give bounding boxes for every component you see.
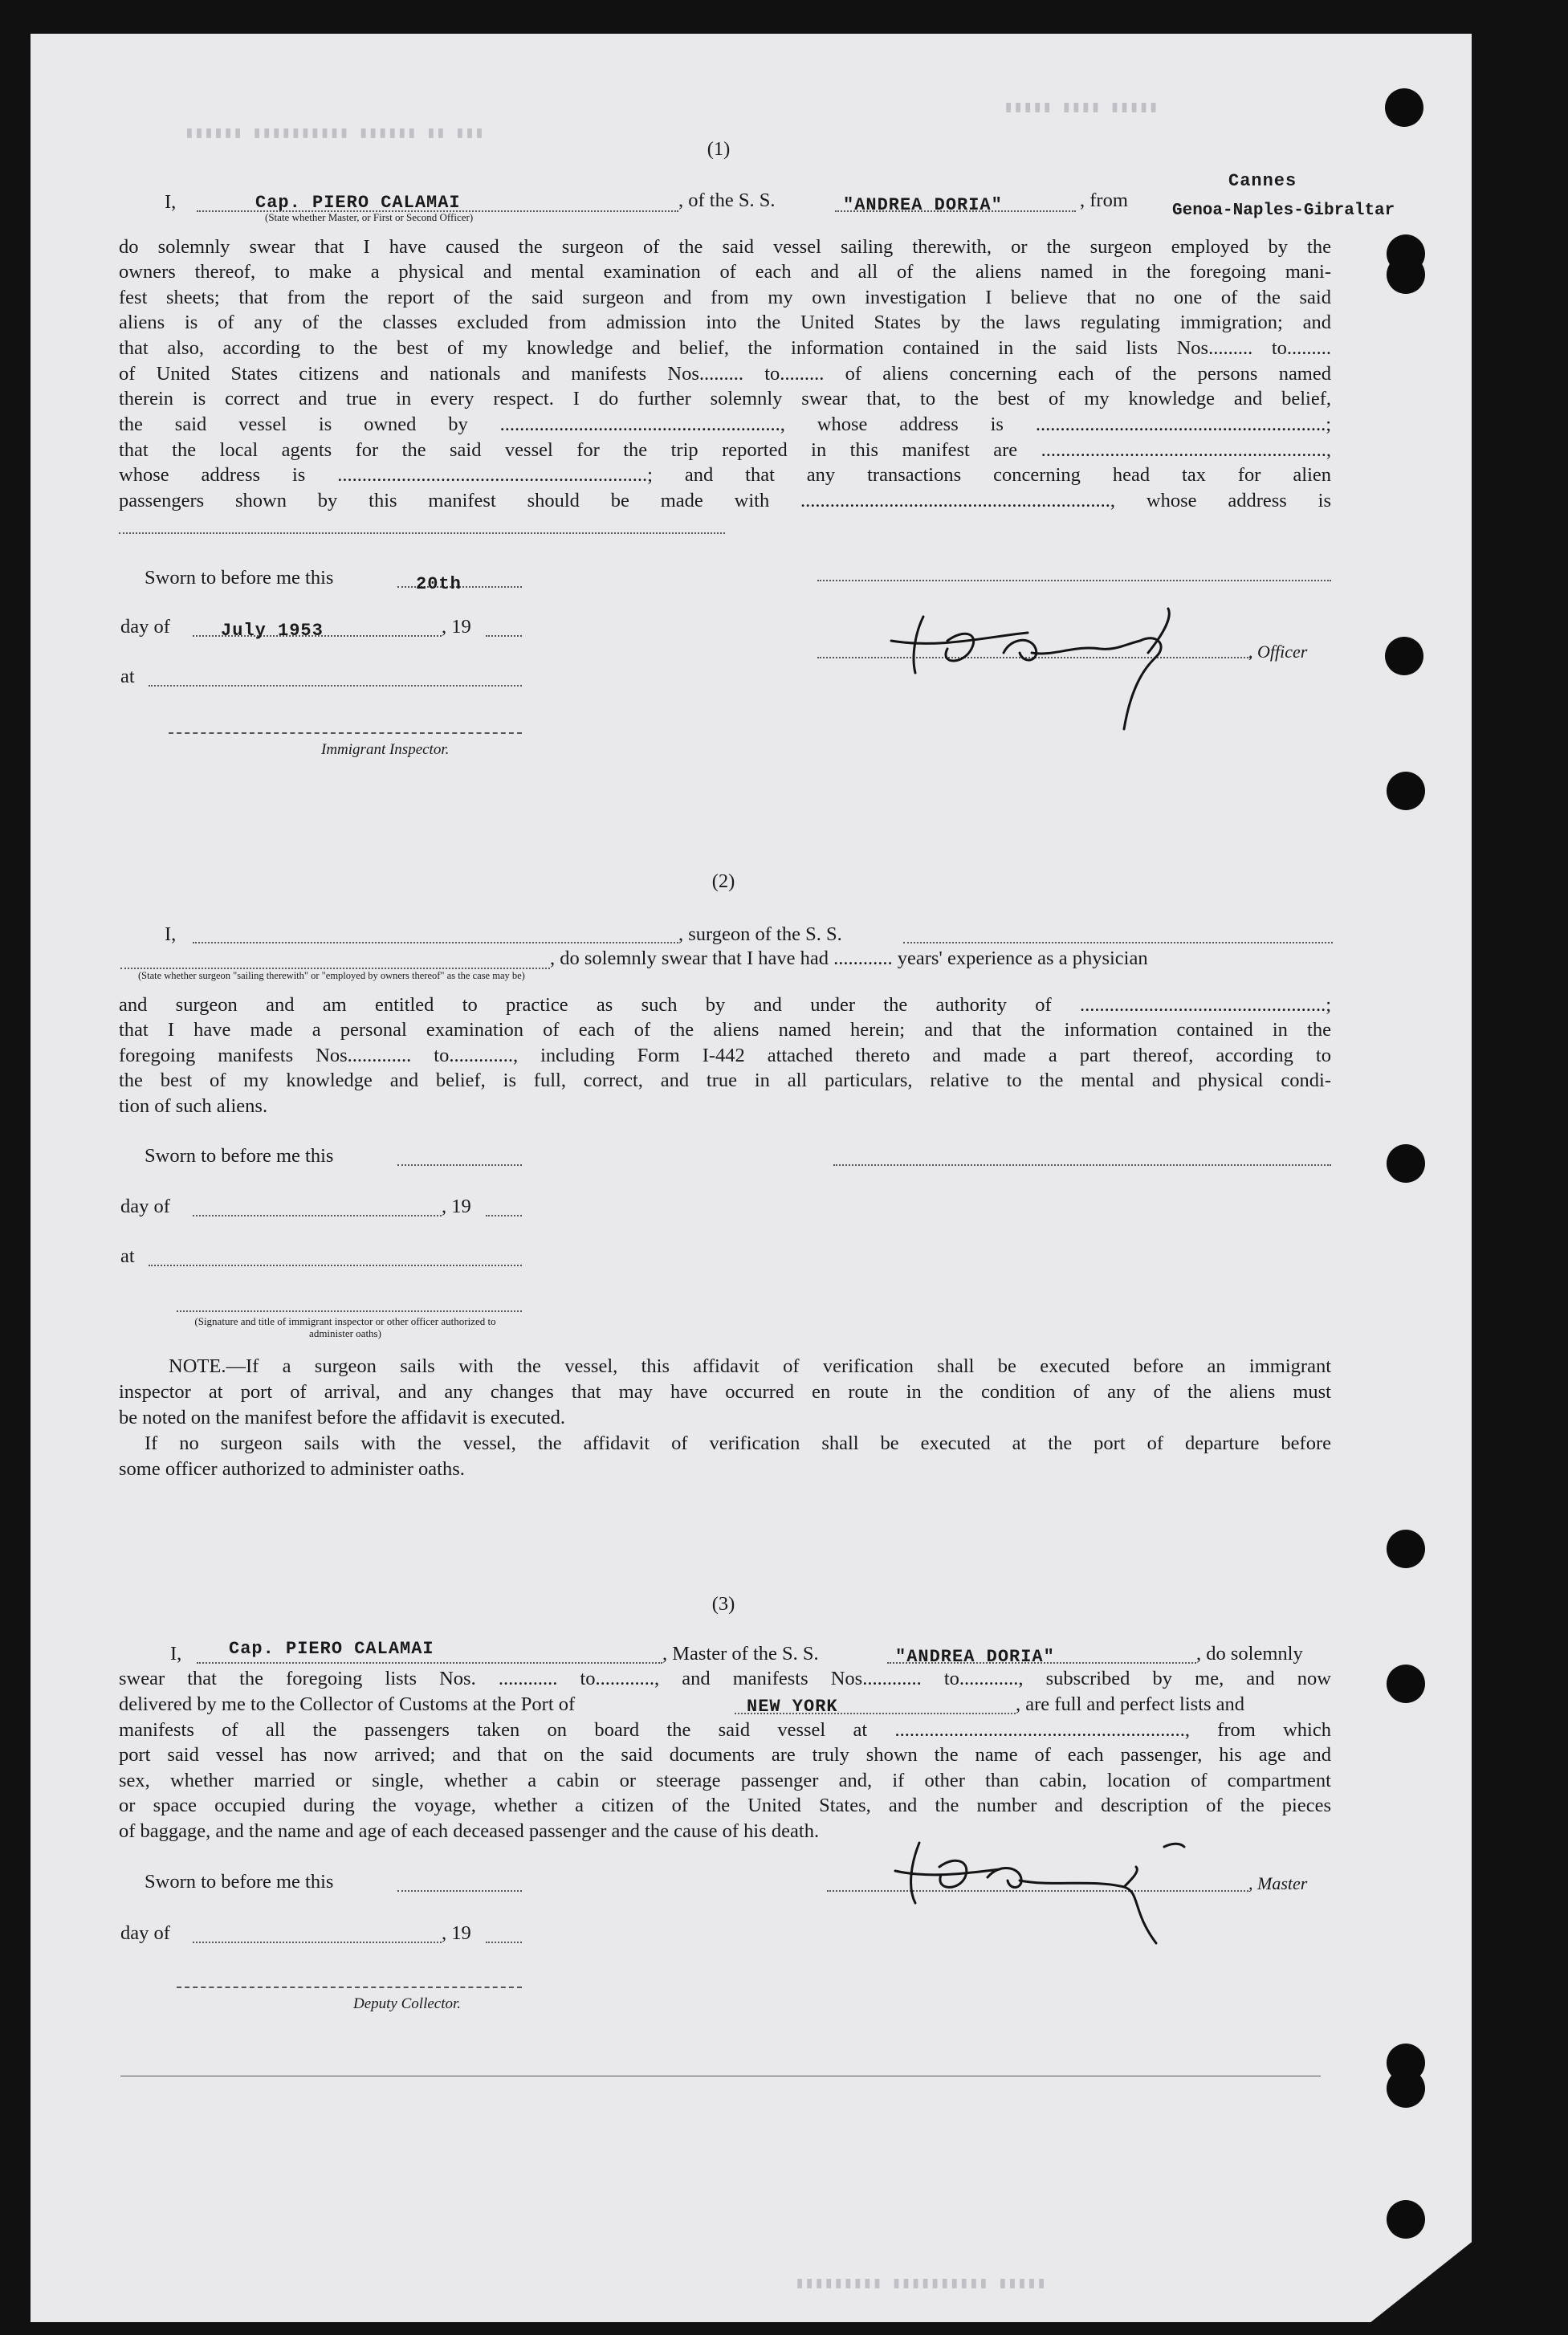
surgeon-status-note: (State whether surgeon "sailing therewith" or "employed by owners thereof" as the case may be) <box>138 970 525 981</box>
body-line: sex, whether married or single, whether a cabin or steerage passenger and, if other than cabin, location of compartment <box>119 1770 1331 1791</box>
binder-hole <box>1387 1665 1425 1703</box>
sworn-day-line <box>397 1890 522 1892</box>
year-line <box>486 635 522 637</box>
body-line: fest sheets; that from the report of the said surgeon and from my own investigation I believe that no one of the said <box>119 287 1331 308</box>
body-line: swear that the foregoing lists Nos. ............ to............, and manifests Nos............ to............, subscribed by me, and now <box>119 1668 1331 1689</box>
note-line: inspector at port of arrival, and any changes that may have occurred en route in the condition of any of the aliens must <box>119 1381 1331 1403</box>
from-label: , from <box>1080 189 1128 211</box>
blank-line <box>119 532 725 534</box>
body-line: of baggage, and the name and age of each deceased passenger and the cause of his death. <box>119 1820 820 1842</box>
oath-pronoun: I, <box>165 923 177 945</box>
day-of-label: day of <box>120 616 170 638</box>
master-name-line <box>197 1662 662 1664</box>
body-line: tion of such aliens. <box>119 1095 268 1117</box>
note-line: some officer authorized to administer oaths. <box>119 1458 465 1480</box>
month-line <box>193 1215 442 1216</box>
year-line <box>486 1215 522 1216</box>
body-line: foregoing manifests Nos............. to............., including Form I-442 attached thereto and made a part thereof, according to <box>119 1045 1331 1066</box>
inspector-signature-line-2 <box>833 1164 1331 1166</box>
officer-rank-note: (State whether Master, or First or Second Officer) <box>265 211 474 223</box>
year-prefix: , 19 <box>442 1196 471 1217</box>
body-line: the said vessel is owned by ........................................................., whose address is ...........................................................; <box>119 414 1331 435</box>
master-name: Cap. PIERO CALAMAI <box>229 1639 434 1659</box>
note-line: NOTE.—If a surgeon sails with the vessel, this affidavit of verification shall be executed before an immigrant <box>169 1355 1331 1377</box>
officer-caption: , Officer <box>1248 642 1308 662</box>
at-label: at <box>120 1245 135 1267</box>
ship-name: "ANDREA DORIA" <box>895 1647 1055 1667</box>
officer-top-line <box>817 580 1331 581</box>
surgeon-name-line <box>193 942 678 943</box>
ship-name: "ANDREA DORIA" <box>843 195 1003 215</box>
binder-hole <box>1387 772 1425 810</box>
collector-port-label: delivered by me to the Collector of Customs at the Port of <box>119 1693 576 1715</box>
binder-hole <box>1387 1530 1425 1568</box>
body-line: aliens is of any of the classes excluded from admission into the United States by the laws regulating immigration; and <box>119 312 1331 333</box>
year-prefix: , 19 <box>442 616 471 638</box>
section-number-3: (3) <box>711 1593 735 1615</box>
year-prefix: , 19 <box>442 1922 471 1944</box>
year-line <box>486 1942 522 1943</box>
master-caption: , Master <box>1248 1873 1308 1893</box>
officer-signature <box>891 601 1252 745</box>
day-of-label: day of <box>120 1196 170 1217</box>
surgeon-status-line <box>120 968 550 969</box>
signature-title-line <box>177 1310 522 1312</box>
inspector-caption: Immigrant Inspector. <box>321 741 450 758</box>
perfect-lists-label: , are full and perfect lists and <box>1016 1693 1245 1715</box>
binder-hole <box>1387 1144 1425 1183</box>
month-year: July 1953 <box>221 621 324 641</box>
note-line: be noted on the manifest before the affidavit is executed. <box>119 1407 566 1428</box>
binder-hole <box>1385 637 1423 675</box>
departure-ports: Genoa-Naples-Gibraltar <box>1172 202 1395 220</box>
binder-hole <box>1387 255 1425 294</box>
master-signature <box>891 1823 1196 1951</box>
month-line <box>193 1942 442 1943</box>
body-line: do solemnly swear that I have caused the surgeon of the said vessel sailing therewith, or the surgeon employed by the <box>119 236 1331 258</box>
bleed-through-mark: ▮▮▮▮▮▮▮▮▮ ▮▮▮▮▮▮▮▮▮▮ ▮▮▮▮▮ <box>795 2275 1046 2293</box>
oath-pronoun: I, <box>165 191 177 213</box>
at-label: at <box>120 666 135 687</box>
body-line: owners thereof, to make a physical and mental examination of each and all of the aliens named in the foregoing mani- <box>119 261 1331 283</box>
collector-signature-line <box>177 1987 522 1988</box>
bleed-through-mark: ▮▮▮ ▮▮ ▮▮▮▮▮▮ ▮▮▮▮▮▮▮▮▮▮ ▮▮▮▮▮▮ <box>185 124 485 143</box>
years-experience-line: , do solemnly swear that I have had ............ years' experience as a physician <box>550 947 1148 969</box>
body-line: whose address is ...............................................................; and that any transactions concerning head tax for alien <box>119 464 1331 486</box>
sworn-label: Sworn to before me this <box>145 1145 334 1167</box>
surgeon-of-label: , surgeon of the S. S. <box>678 923 842 945</box>
solemnly-label: , do solemnly <box>1196 1643 1303 1665</box>
sworn-label: Sworn to before me this <box>145 1871 334 1893</box>
arrival-port: NEW YORK <box>747 1697 838 1717</box>
signature-title-note: (Signature and title of immigrant inspector or other officer authorized to administer oaths) <box>194 1315 496 1339</box>
departure-port-upper: Cannes <box>1228 171 1297 191</box>
body-line: of United States citizens and nationals and manifests Nos......... to......... of aliens concerning each of the persons named <box>119 363 1331 385</box>
sworn-label: Sworn to before me this <box>145 567 334 589</box>
inspector-signature-line <box>169 732 522 734</box>
body-line: therein is correct and true in every respect. I do further solemnly swear that, to the best of my knowledge and belief, <box>119 388 1331 410</box>
body-line: or space occupied during the voyage, whether a citizen of the United States, and the number and description of the pieces <box>119 1795 1331 1816</box>
body-line: that I have made a personal examination of each of the aliens named herein; and that the information contained in the <box>119 1019 1331 1041</box>
of-ship-label: , of the S. S. <box>678 189 776 211</box>
body-line: that the local agents for the said vessel for the trip reported in this manifest are .........................................................., <box>119 439 1331 461</box>
officer-name: Cap. PIERO CALAMAI <box>255 193 461 213</box>
body-line: passengers shown by this manifest should be made with ..............................................................., whose address is <box>119 490 1331 511</box>
at-line <box>149 685 522 687</box>
oath-pronoun: I, <box>170 1643 182 1665</box>
sworn-day-line <box>397 1164 522 1166</box>
day-of-label: day of <box>120 1922 170 1944</box>
body-line: port said vessel has now arrived; and that on the said documents are truly shown the name of each passenger, his age and <box>119 1744 1331 1766</box>
bleed-through-mark: ▮▮▮▮▮ ▮▮▮▮ ▮▮▮▮▮ <box>1004 99 1159 117</box>
binder-hole <box>1387 2200 1425 2239</box>
master-of-label: , Master of the S. S. <box>662 1643 819 1665</box>
surgeon-ship-line <box>903 942 1333 943</box>
body-line: the best of my knowledge and belief, is full, correct, and true in all particulars, relative to the mental and physical condi- <box>119 1070 1331 1091</box>
sworn-day: 20th <box>416 574 462 594</box>
section-number-2: (2) <box>711 870 735 892</box>
binder-hole <box>1387 2069 1425 2108</box>
collector-caption: Deputy Collector. <box>353 1995 462 2012</box>
section-number-1: (1) <box>707 138 731 160</box>
at-line <box>149 1265 522 1266</box>
body-line: and surgeon and am entitled to practice as such by and under the authority of ..................................................; <box>119 994 1331 1016</box>
binder-hole <box>1385 88 1423 127</box>
body-line: manifests of all the passengers taken on board the said vessel at ..........................................................., from which <box>119 1719 1331 1741</box>
body-line: that also, according to the best of my knowledge and belief, the information contained in the said lists Nos......... to......... <box>119 337 1331 359</box>
note-line: If no surgeon sails with the vessel, the affidavit of verification shall be executed at the port of departure before <box>145 1432 1331 1454</box>
